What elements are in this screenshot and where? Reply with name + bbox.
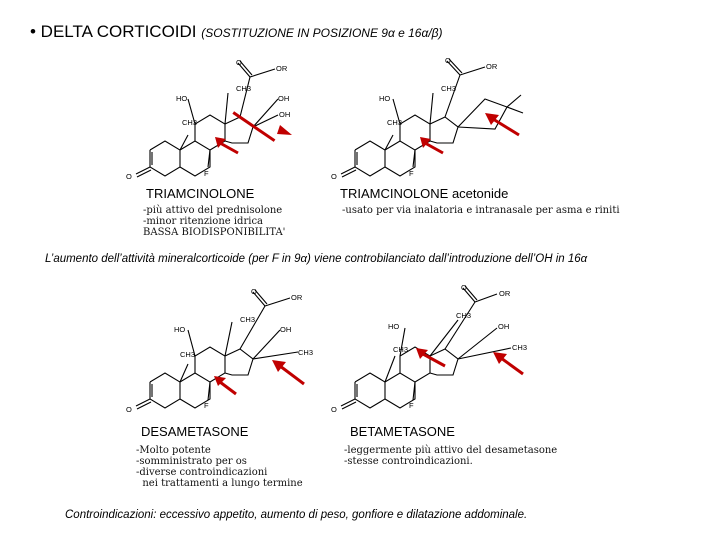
ho-label: HO [174, 325, 186, 334]
ho-label: HO [176, 94, 188, 103]
o-label: O [236, 58, 242, 67]
oh-label-2: OH [279, 110, 291, 119]
ch3-label-16: CH3 [298, 348, 314, 357]
structure-triamcinolone-acetonide [325, 55, 545, 185]
ch3-label-2: CH3 [182, 118, 198, 127]
structure-betametasone [325, 282, 540, 422]
note-line: -usato per via inalatoria e intranasale per asma e riniti [342, 205, 620, 216]
ch3-label: CH3 [240, 315, 256, 324]
drug-name-triamcinolone: TRIAMCINOLONE [146, 186, 255, 201]
structure-triamcinolone [120, 55, 320, 185]
ch3-label-2: CH3 [180, 350, 196, 359]
drug-notes-desametasone [136, 445, 303, 489]
drug-notes-triamcinolone-acetonide [342, 205, 620, 216]
or-label: OR [486, 62, 498, 71]
ch3-label: CH3 [456, 311, 472, 320]
ch3-label: CH3 [441, 84, 457, 93]
drug-notes-betametasone [344, 445, 557, 467]
title-subtitle: (SOSTITUZIONE IN POSIZIONE 9α e 16α/β) [201, 26, 443, 40]
drug-name-betametasone: BETAMETASONE [350, 424, 455, 439]
ketone-o-label: O [331, 405, 337, 414]
ketone-o-label: O [126, 405, 132, 414]
note-line: -Molto potente [136, 445, 211, 456]
ch3-label-2: CH3 [393, 345, 409, 354]
note-line: -leggermente più attivo del desametasone [344, 445, 558, 456]
o-label: O [461, 283, 467, 292]
contraindications-text: Controindicazioni: eccessivo appetito, aumento di peso, gonfiore e dilatazione addominale. [65, 509, 528, 521]
ketone-o-label: O [331, 172, 337, 181]
f-label: F [409, 169, 414, 178]
oh-label: OH [278, 94, 290, 103]
or-label: OR [276, 64, 288, 73]
f-label: F [204, 401, 209, 410]
ch3-label-16: CH3 [512, 343, 528, 352]
page-title [30, 22, 443, 42]
explanation-text: L’aumento dell’attività mineralcorticoide (per F in 9α) viene controbilanciato dall’introduzione dell’OH in 16α [45, 253, 588, 265]
note-line: -più attivo del prednisolone [143, 205, 283, 216]
ch3-label-2: CH3 [387, 118, 403, 127]
ho-label: HO [388, 322, 400, 331]
drug-notes-triamcinolone [143, 205, 285, 238]
note-line: -stesse controindicazioni. [344, 456, 473, 467]
drug-name-triamcinolone-acetonide: TRIAMCINOLONE acetonide [340, 186, 509, 201]
title-main: • DELTA CORTICOIDI [30, 22, 197, 41]
note-line: BASSA BIODISPONIBILITA' [143, 227, 286, 238]
note-line: nei trattamenti a lungo termine [136, 478, 303, 489]
note-line: -diverse controindicazioni [136, 467, 268, 478]
note-line: -minor ritenzione idrica [143, 216, 263, 227]
drug-name-desametasone: DESAMETASONE [141, 424, 249, 439]
or-label: OR [291, 293, 303, 302]
ketone-o-label: O [126, 172, 132, 181]
note-line: -somministrato per os [136, 456, 247, 467]
structure-desametasone [120, 282, 330, 422]
f-label: F [204, 169, 209, 178]
oh-label: OH [280, 325, 292, 334]
f-label: F [409, 401, 414, 410]
ho-label: HO [379, 94, 391, 103]
or-label: OR [499, 289, 511, 298]
o-label: O [251, 287, 257, 296]
o-label: O [445, 56, 451, 65]
oh-label: OH [498, 322, 510, 331]
ch3-label: CH3 [236, 84, 252, 93]
